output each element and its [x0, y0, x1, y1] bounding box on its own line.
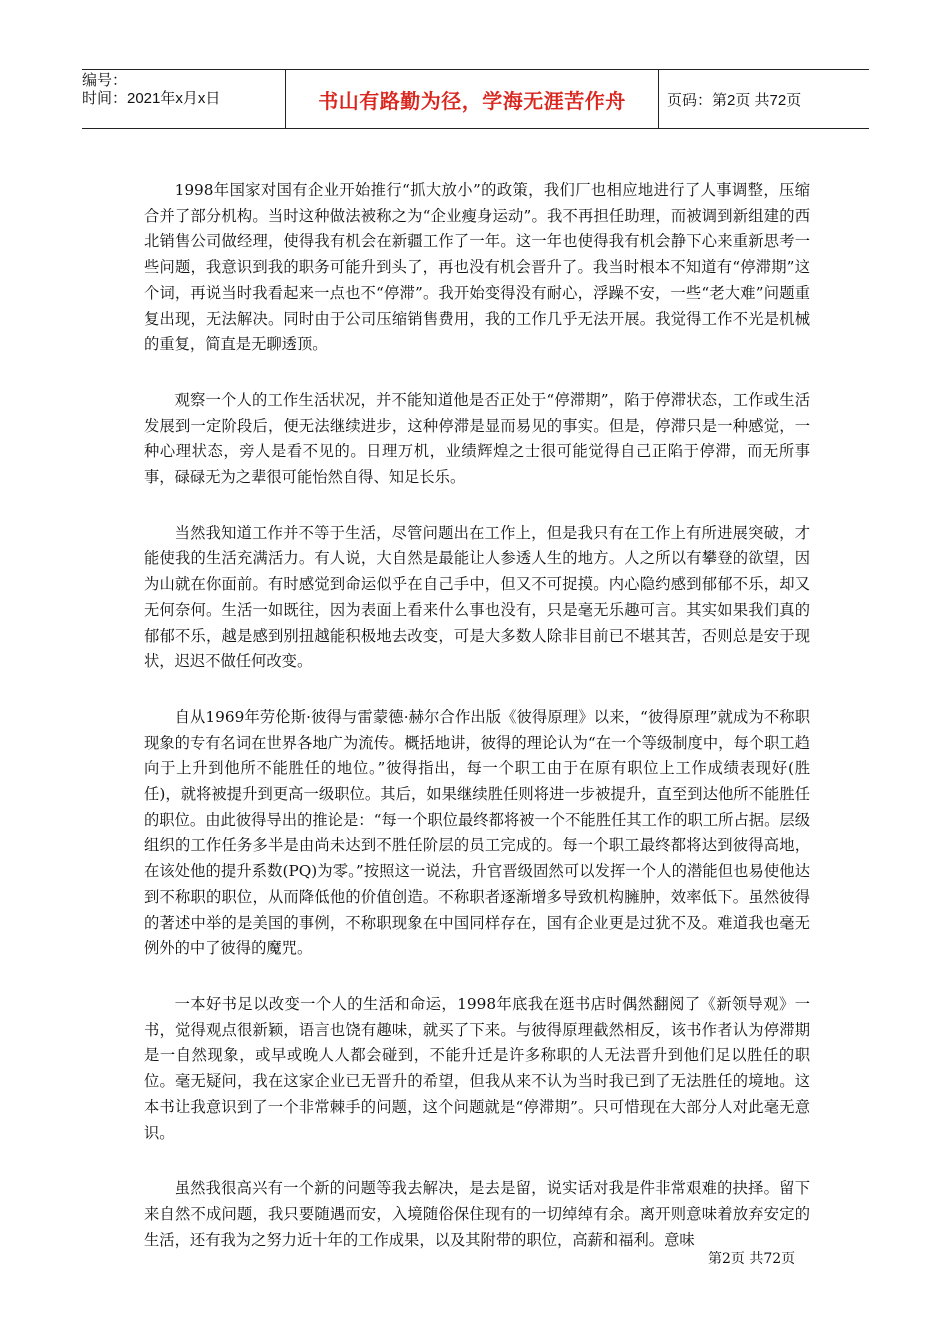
body-paragraph-1: 1998年国家对国有企业开始推行“抓大放小”的政策，我们厂也相应地进行了人事调整，压缩合并了部分机构。当时这种做法被称之为“企业瘦身运动”。我不再担任助理，而被调到新组建的西北销售公司做经理，使得我有机会在新疆工作了一年。这一年也使得我有机会静下心来重新思考一些问题，我意识到我的职务可能升到头了，再也没有机会晋升了。我当时根本不知道有“停滞期”这个词，再说当时我看起来一点也不“停滞”。我开始变得没有耐心，浮躁不安，一些“老大难”问题重复出现，无法解决。同时由于公司压缩销售费用，我的工作几乎无法开展。我觉得工作不光是机械的重复，简直是无聊透顶。	[144, 181, 810, 354]
body-paragraph-2: 观察一个人的工作生活状况，并不能知道他是否正处于“停滞期”，陷于停滞状态，工作或生活发展到一定阶段后，便无法继续进步，这种停滞是显而易见的事实。但是，停滞只是一种感觉，一种心理状态，旁人是看不见的。日理万机，业绩辉煌之士很可能觉得自己正陷于停滞，而无所事事，碌碌无为之辈很可能怡然自得、知足长乐。	[144, 390, 810, 487]
page-footer-number: 第2页 共72页	[708, 1251, 796, 1267]
document-time-label: 时间：2021年x月x日	[82, 90, 221, 107]
body-paragraph-4: 自从1969年劳伦斯·彼得与雷蒙德·赫尔合作出版《彼得原理》以来，“彼得原理”就成为不称职现象的专有名词在世界各地广为流传。概括地讲，彼得的理论认为“在一个等级制度中，每个职工趋向于上升到他所不能胜任的地位。”彼得指出，每一个职工由于在原有职位上工作成绩表现好(胜任)，就将被提升到更高一级职位。其后，如果继续胜任则将进一步被提升，直至到达他所不能胜任的职位。由此彼得导出的推论是：“每一个职位最终都将被一个不能胜任其工作的职工所占据。层级组织的工作任务多半是由尚未达到不胜任阶层的员工完成的。每一个职工最终都将达到彼得高地，在该处他的提升系数(PQ)为零。”按照这一说法，升官晋级固然可以发挥一个人的潜能但也易使他达到不称职的职位，从而降低他的价值创造。不称职者逐渐增多导致机构臃肿，效率低下。虽然彼得的著述中举的是美国的事例，不称职现象在中国同样存在，国有企业更是过犹不及。难道我也毫无例外的中了彼得的魔咒。	[144, 707, 810, 958]
body-paragraph-5: 一本好书足以改变一个人的生活和命运，1998年底我在逛书店时偶然翻阅了《新领导观》一书，觉得观点很新颖，语言也饶有趣味，就买了下来。与彼得原理截然相反，该书作者认为停滞期是一自然现象，或早或晚人人都会碰到，不能升迁是许多称职的人无法晋升到他们足以胜任的职位。毫无疑问，我在这家企业已无晋升的希望，但我从来不认为当时我已到了无法胜任的境地。这本书让我意识到了一个非常棘手的问题，这个问题就是“停滞期”。只可惜现在大部分人对此毫无意识。	[144, 994, 810, 1142]
document-body	[144, 178, 810, 1283]
header-info	[82, 70, 285, 128]
document-number-label: 编号：	[82, 72, 128, 89]
header-page-code: 页码：第2页 共72页	[667, 91, 802, 109]
body-paragraph-6: 虽然我很高兴有一个新的问题等我去解决，是去是留，说实话对我是件非常艰难的抉择。留下来自然不成问题，我只要随遇而安，入境随俗保住现有的一切绰绰有余。离开则意味着放弃安定的生活，还有我为之努力近十年的工作成果，以及其附带的职位，高薪和福利。意味	[144, 1179, 810, 1249]
body-paragraph-3: 当然我知道工作并不等于生活，尽管问题出在工作上，但是我只有在工作上有所进展突破，才能使我的生活充满活力。有人说，大自然是最能让人参透人生的地方。人之所以有攀登的欲望，因为山就在你面前。有时感觉到命运似乎在自己手中，但又不可捉摸。内心隐约感到郁郁不乐，却又无何奈何。生活一如既往，因为表面上看来什么事也没有，只是毫无乐趣可言。其实如果我们真的郁郁不乐，越是感到别扭越能积极地去改变，可是大多数人除非目前已不堪其苦，否则总是安于现状，迟迟不做任何改变。	[144, 523, 810, 671]
page-header	[82, 69, 869, 129]
header-motto: 书山有路勤为径，学海无涯苦作舟	[285, 70, 659, 128]
